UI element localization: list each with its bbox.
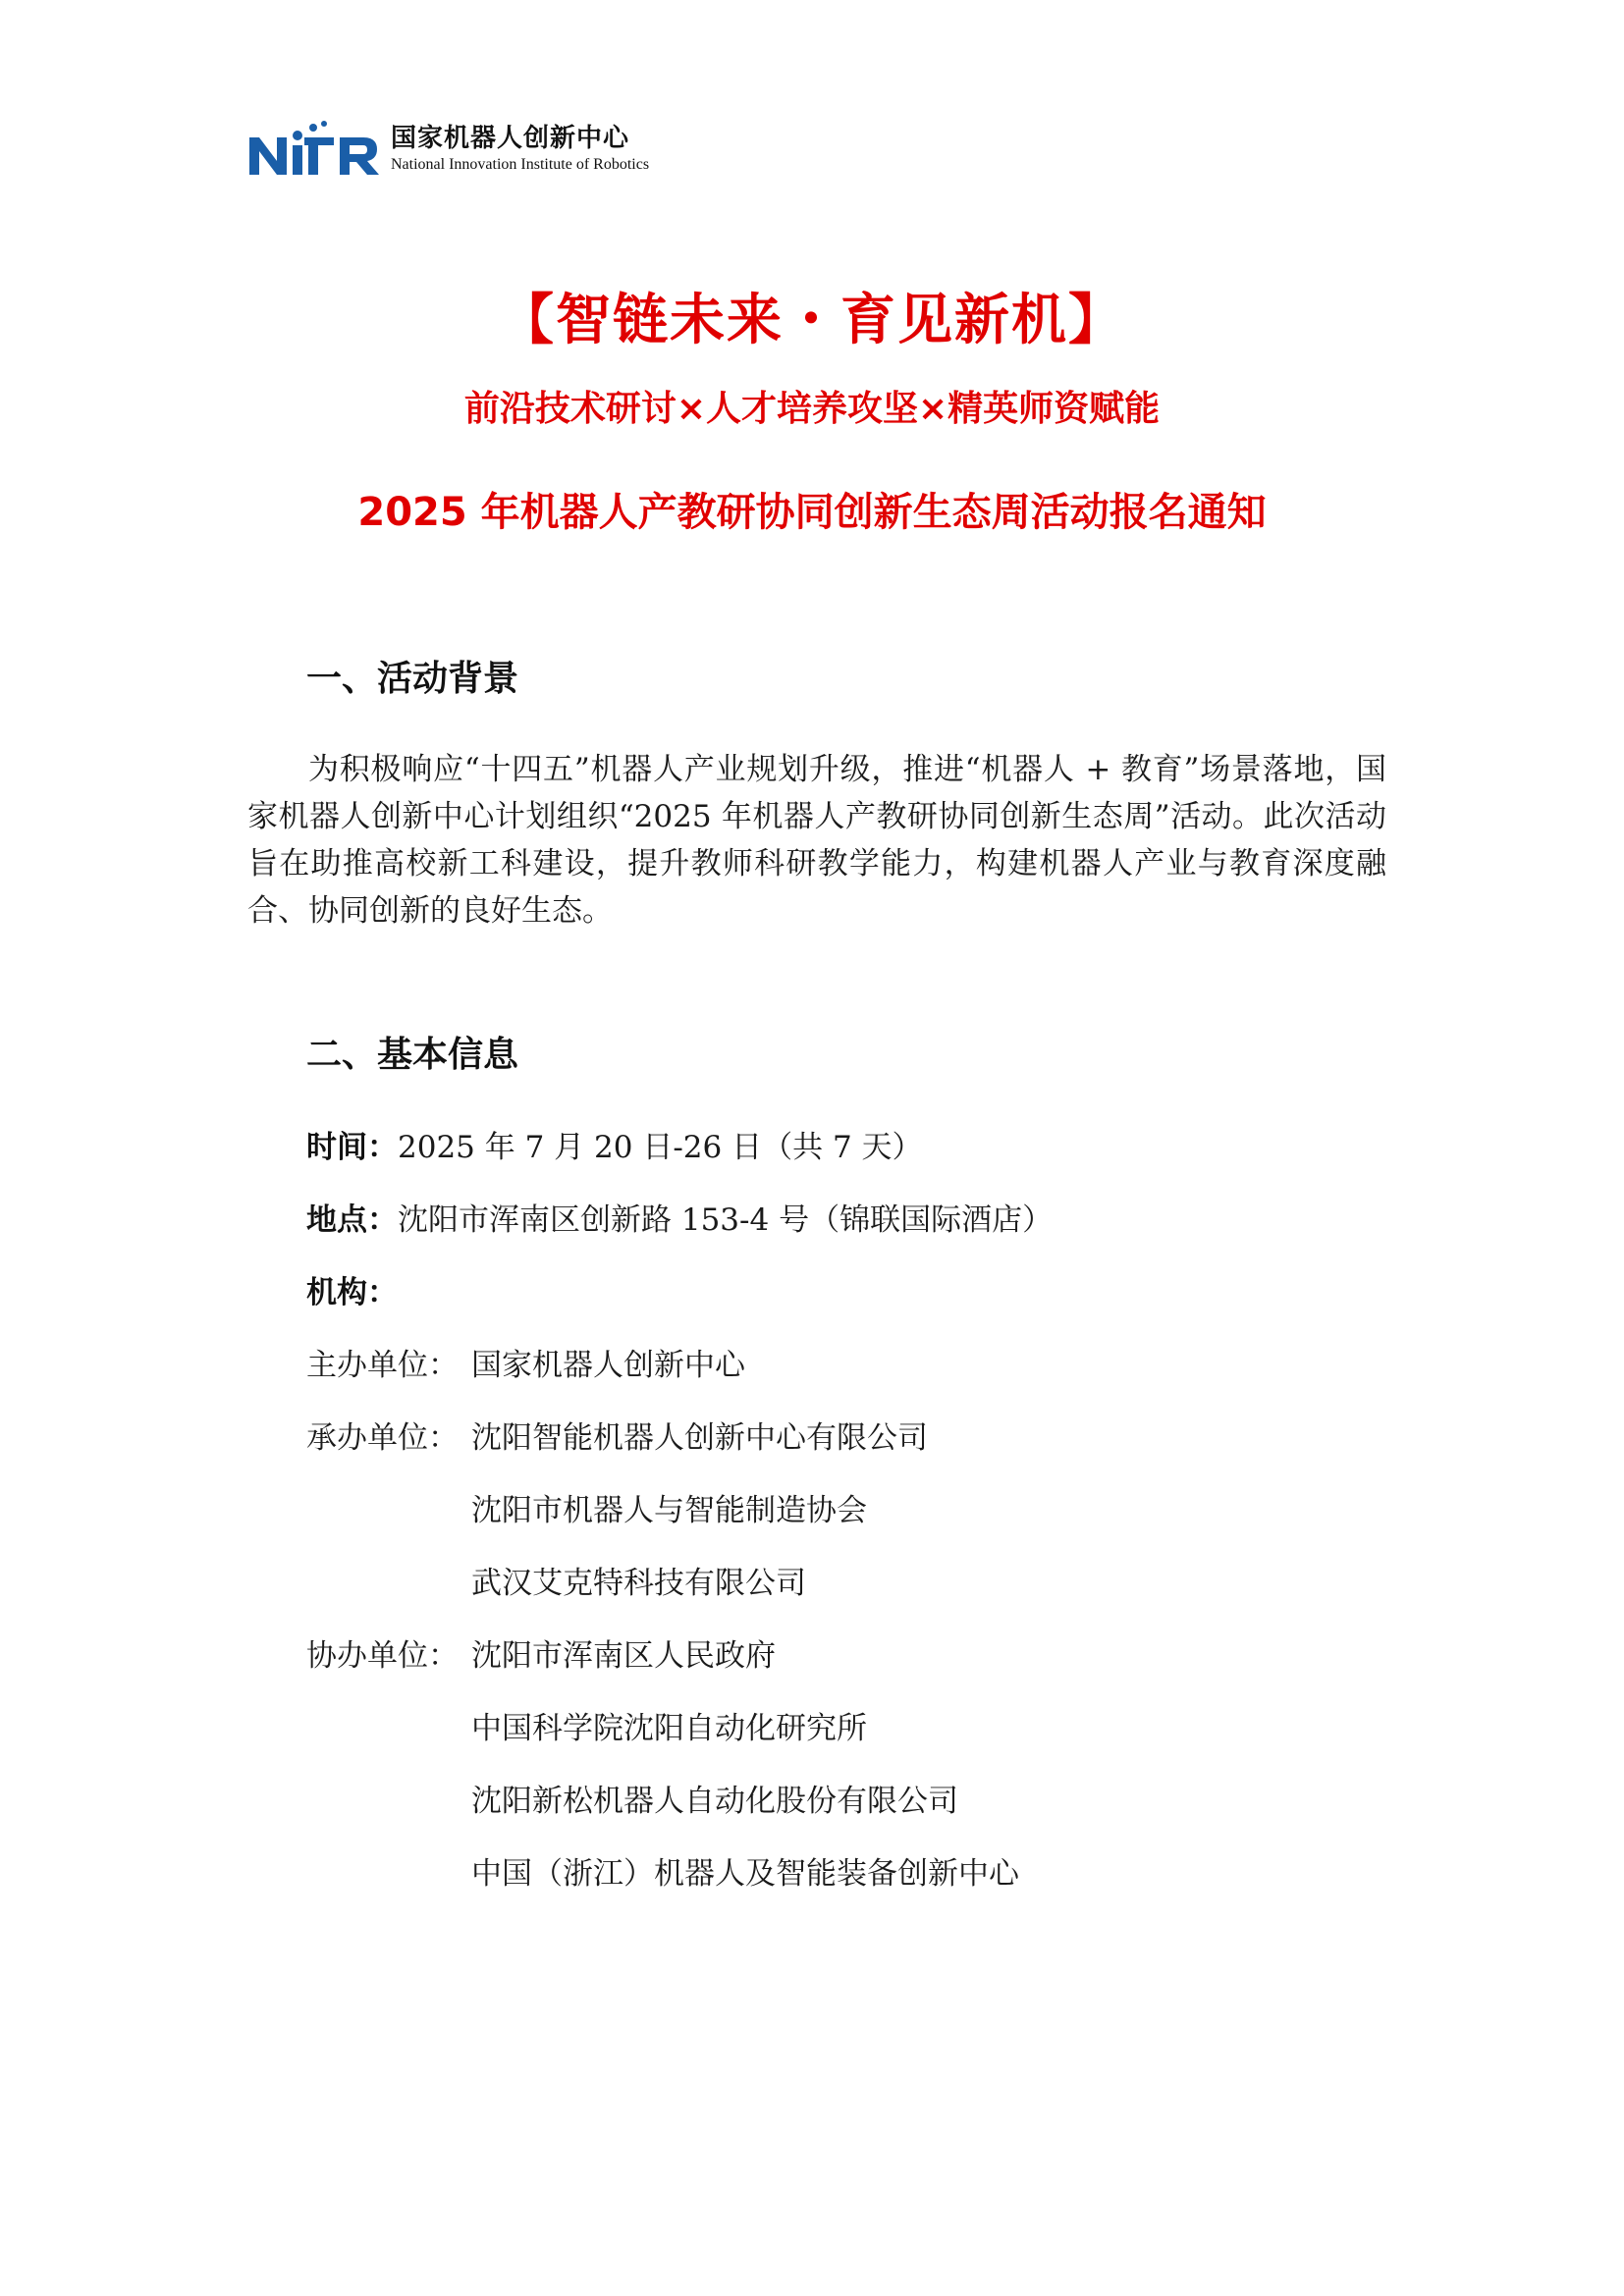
niir-logo-icon: [247, 120, 381, 179]
host-item: 国家机器人创新中心: [471, 1348, 745, 1383]
section-heading-basic-info: 二、基本信息: [306, 1035, 519, 1075]
organizer-item: 武汉艾克特科技有限公司: [471, 1566, 806, 1601]
co-organizer-item: 中国科学院沈阳自动化研究所: [471, 1711, 867, 1746]
co-organizer-label: 协办单位：: [306, 1638, 459, 1674]
logo-text: [391, 124, 649, 175]
org-line: [306, 1270, 398, 1315]
logo-english-name: National Innovation Institute of Robotics: [391, 156, 650, 173]
co-organizer-item: 沈阳新松机器人自动化股份有限公司: [471, 1784, 958, 1819]
organizer-item: 沈阳智能机器人创新中心有限公司: [471, 1420, 928, 1456]
notice-title: 2025 年机器人产教研协同创新生态周活动报名通知: [357, 490, 1267, 535]
org-label: 机构：: [306, 1275, 398, 1310]
place-label: 地点：: [306, 1202, 398, 1238]
co-organizer-item: 中国（浙江）机器人及智能装备创新中心: [471, 1856, 1019, 1892]
time-label: 时间：: [306, 1130, 398, 1165]
main-title: 【智链未来・育见新机】: [499, 289, 1125, 352]
organizer-label: 承办单位：: [306, 1420, 459, 1456]
background-paragraph: 为积极响应“十四五”机器人产业规划升级，推进“机器人 + 教育”场景落地，国家机器人创新中心计划组织“2025 年机器人产教研协同创新生态周”活动。此次活动旨在助推高校新工科建设，提升教师科研教学能力，构建机器人产业与教育深度融合、协同创新的良好生态。: [247, 752, 1386, 929]
time-line: [306, 1125, 923, 1170]
subtitle: 前沿技术研讨×人才培养攻坚×精英师资赋能: [463, 389, 1161, 429]
time-value: 2025 年 7 月 20 日-26 日（共 7 天）: [398, 1130, 923, 1165]
place-value: 沈阳市浑南区创新路 153-4 号（锦联国际酒店）: [398, 1202, 1054, 1238]
section-heading-background: 一、活动背景: [306, 659, 519, 699]
organizer-item: 沈阳市机器人与智能制造协会: [471, 1493, 867, 1528]
co-organizer-item: 沈阳市浑南区人民政府: [471, 1638, 776, 1674]
host-label: 主办单位：: [306, 1348, 459, 1383]
place-line: [306, 1198, 1053, 1243]
header-logo: [247, 120, 649, 179]
logo-chinese-name: 国家机器人创新中心: [391, 124, 630, 153]
